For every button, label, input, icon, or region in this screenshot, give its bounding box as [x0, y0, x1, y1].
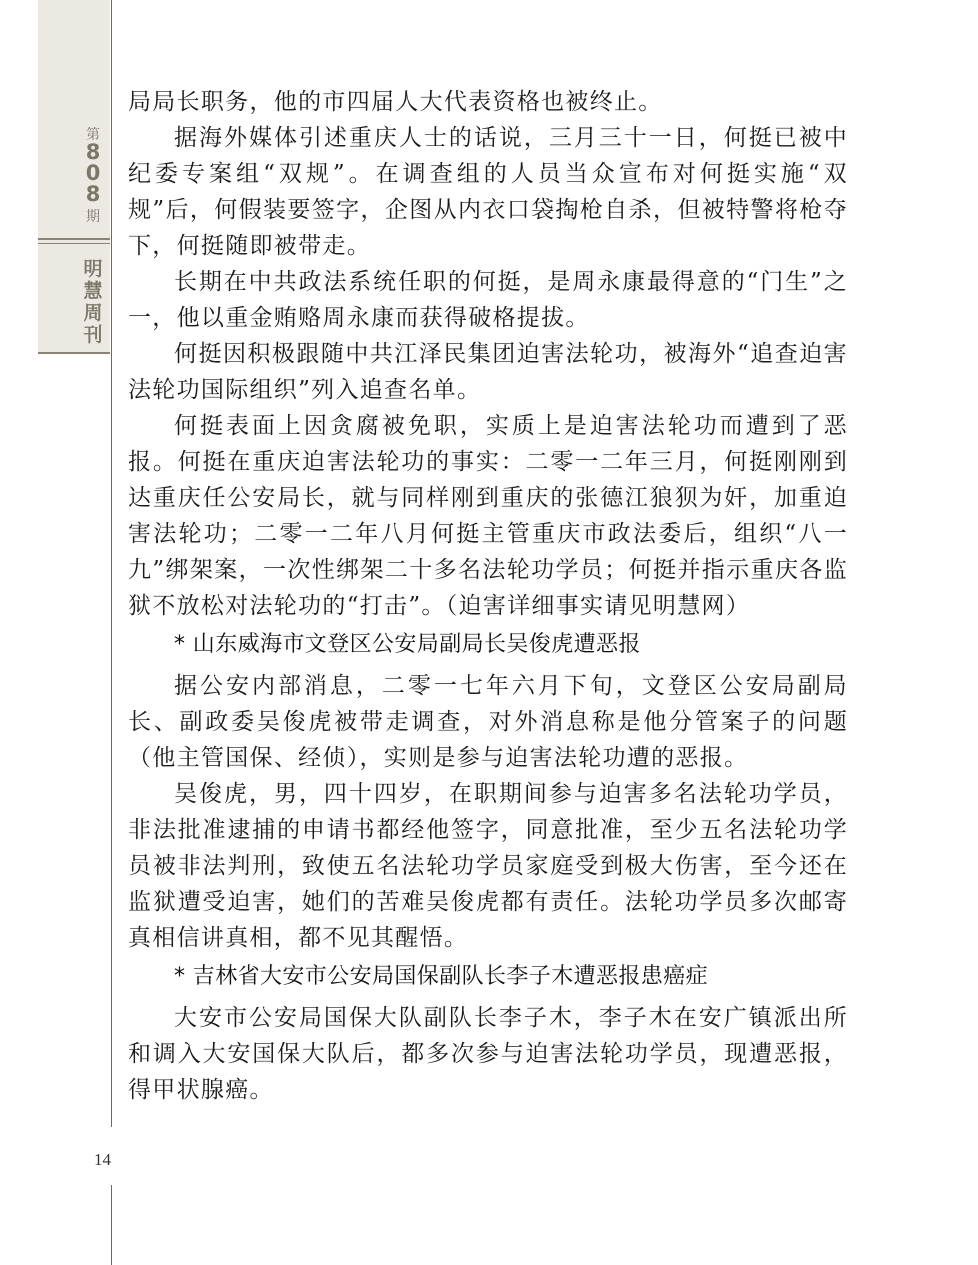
paragraph: 何挺因积极跟随中共江泽民集团迫害法轮功，被海外“追查迫害法轮功国际组织”列入追查名单。 — [128, 341, 848, 403]
page-number: 14 — [94, 1150, 111, 1169]
paragraph: 大安市公安局国保大队副队长李子木，李子木在安广镇派出所和调入大安国保大队后，都多次参与迫害法轮功学员，现遭恶报，得甲状腺癌。 — [128, 1005, 848, 1103]
issue-prefix: 第 — [86, 127, 100, 143]
section-heading: * 山东威海市文登区公安局副局长吴俊虎遭恶报 — [174, 632, 641, 657]
paragraph: 长期在中共政法系统任职的何挺，是周永康最得意的“门生”之一，他以重金贿赂周永康而获得破格提拔。 — [128, 269, 848, 331]
sidebar-bottom-rule — [38, 352, 110, 354]
sidebar-divider — [38, 238, 110, 240]
paragraph: 局局长职务，他的市四届人大代表资格也被终止。 — [128, 89, 663, 115]
paragraph: 据公安内部消息，二零一七年六月下旬，文登区公安局副局长、副政委吴俊虎被带走调查，对外消息称是他分管案子的问题（他主管国保、经侦），实则是参与迫害法轮功遭的恶报。 — [128, 673, 848, 771]
sidebar-divider-thin — [38, 243, 110, 244]
margin-rule-lower — [111, 1185, 112, 1265]
article-body — [128, 84, 848, 1108]
margin-rule-upper — [111, 0, 112, 1127]
paragraph: 何挺表面上因贪腐被免职，实质上是迫害法轮功而遭到了恶报。何挺在重庆迫害法轮功的事实：二零一二年三月，何挺刚刚到达重庆任公安局长，就与同样刚到重庆的张德江狼狈为奸，加重迫害法轮功；二零一二年八月何挺主管重庆市政法委后，组织“八一九”绑架案，一次性绑架二十多名法轮功学员；何挺并指示重庆各监狱不放松对法轮功的“打击”。（迫害详细事实请见明慧网） — [128, 413, 848, 619]
magazine-name: 明慧周刊 — [83, 258, 103, 346]
issue-suffix: 期 — [86, 209, 100, 225]
paragraph: 据海外媒体引述重庆人士的话说，三月三十一日，何挺已被中纪委专案组“双规”。在调查组的人员当众宣布对何挺实施“双规”后，何假装要签字，企图从内衣口袋掏枪自杀，但被特警将枪夺下，何挺随即被带走。 — [128, 125, 848, 259]
paragraph: 吴俊虎，男，四十四岁，在职期间参与迫害多名法轮功学员，非法批准逮捕的申请书都经他签字，同意批准，至少五名法轮功学员被非法判刑，致使五名法轮功学员家庭受到极大伤害，至今还在监狱遭受迫害，她们的苦难吴俊虎都有责任。法轮功学员多次邮寄真相信讲真相，都不见其醒悟。 — [128, 781, 848, 951]
section-heading: * 吉林省大安市公安局国保副队长李子木遭恶报患癌症 — [174, 964, 708, 989]
issue-number: 808 — [85, 140, 101, 206]
